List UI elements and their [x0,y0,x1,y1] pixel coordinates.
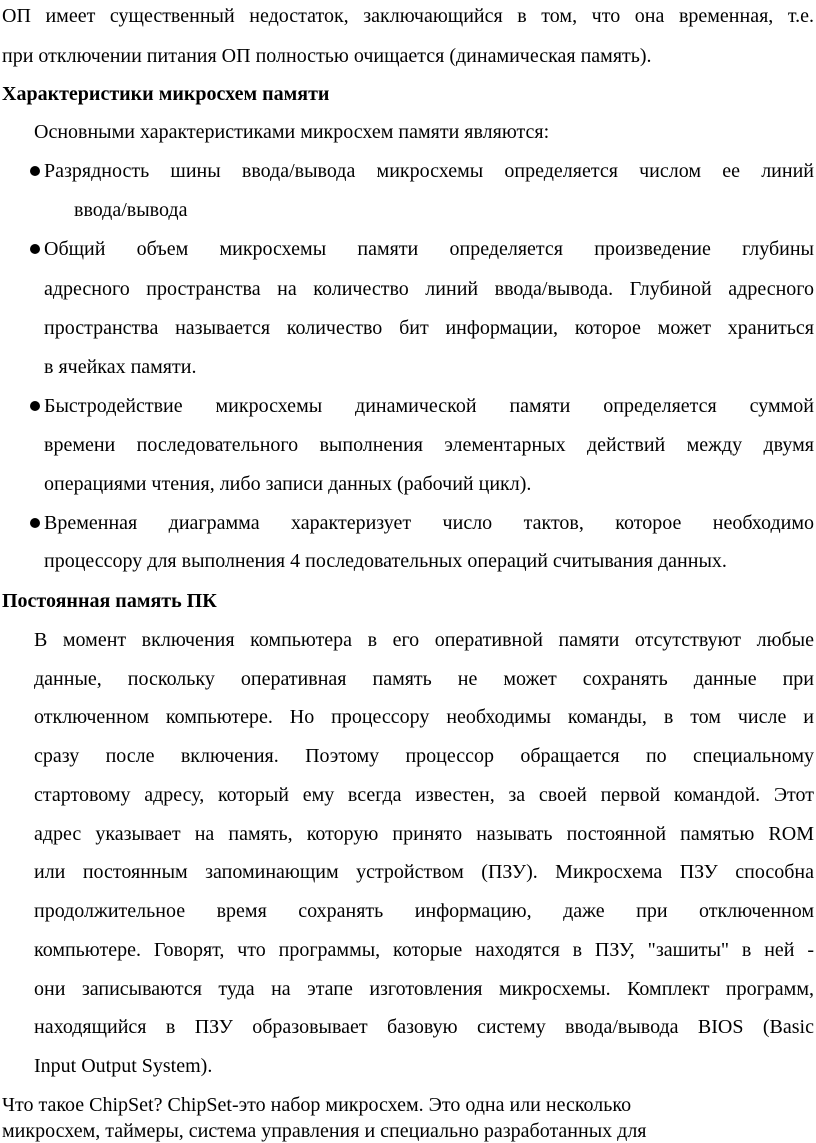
rom-line-9: компьютере. Говорят, что программы, которые находятся в ПЗУ, "зашиты" в ней - [34,939,814,961]
rom-line-5: стартовому адресу, который ему всегда известен, за своей первой командой. Этот [34,784,814,806]
bullet-2-line-4: в ячейках памяти. [44,356,197,378]
rom-line-7: или постоянным запоминающим устройством (ПЗУ). Микросхема ПЗУ способна [34,861,814,883]
rom-line-8: продолжительное время сохранять информацию, даже при отключенном [34,900,814,922]
rom-line-10: они записываются туда на этапе изготовления микросхемы. Комплект программ, [34,978,814,1000]
bullet-2-line-3: пространства называется количество бит информации, которое может храниться [44,317,814,339]
bullet-icon [30,244,40,254]
bullet-3-line-3: операциями чтения, либо записи данных (рабочий цикл). [44,473,532,495]
outro-line-1: Что такое ChipSet? ChipSet-это набор микросхем. Это одна или несколько [2,1094,632,1116]
bullet-4-line-1: Временная диаграмма характеризует число тактов, которое необходимо [44,512,814,534]
rom-line-3: отключенном компьютере. Но процессору необходимы команды, в том числе и [34,706,814,728]
bullet-1-line-1: Разрядность шины ввода/вывода микросхемы определяется числом ее линий [44,160,814,182]
bullet-3-line-2: времени последовательного выполнения элементарных действий между двумя [44,434,814,456]
intro-line-1: ОП имеет существенный недостаток, заключающийся в том, что она временная, т.е. [2,5,814,27]
rom-line-2: данные, поскольку оперативная память не может сохранять данные при [34,668,814,690]
section-1-lead: Основными характеристиками микросхем памяти являются: [34,121,550,143]
bullet-icon [30,401,40,411]
bullet-3-line-1: Быстродействие микросхемы динамической памяти определяется суммой [44,395,814,417]
rom-line-11: находящийся в ПЗУ образовывает базовую систему ввода/вывода BIOS (Basic [34,1016,814,1038]
bullet-icon [30,518,40,528]
bullet-1-line-2: ввода/вывода [74,199,188,221]
outro-line-2: микросхем, таймеры, система управления и специально разработанных для [2,1120,647,1142]
bullet-2-line-2: адресного пространства на количество линий ввода/вывода. Глубиной адресного [44,278,814,300]
intro-line-2: при отключении питания ОП полностью очищается (динамическая память). [2,45,652,67]
rom-line-12: Input Output System). [34,1055,213,1077]
rom-line-4: сразу после включения. Поэтому процессор обращается по специальному [34,745,814,767]
rom-line-1: В момент включения компьютера в его оперативной памяти отсутствуют любые [34,629,814,651]
rom-line-6: адрес указывает на память, которую принято называть постоянной памятью ROM [34,823,814,845]
bullet-4-line-2: процессору для выполнения 4 последовательных операций считывания данных. [44,550,727,572]
bullet-icon [30,166,40,176]
bullet-2-line-1: Общий объем микросхемы памяти определяется произведение глубины [44,238,814,260]
section-heading-rom: Постоянная память ПК [2,590,217,612]
section-heading-memory-chips: Характеристики микросхем памяти [2,83,330,105]
